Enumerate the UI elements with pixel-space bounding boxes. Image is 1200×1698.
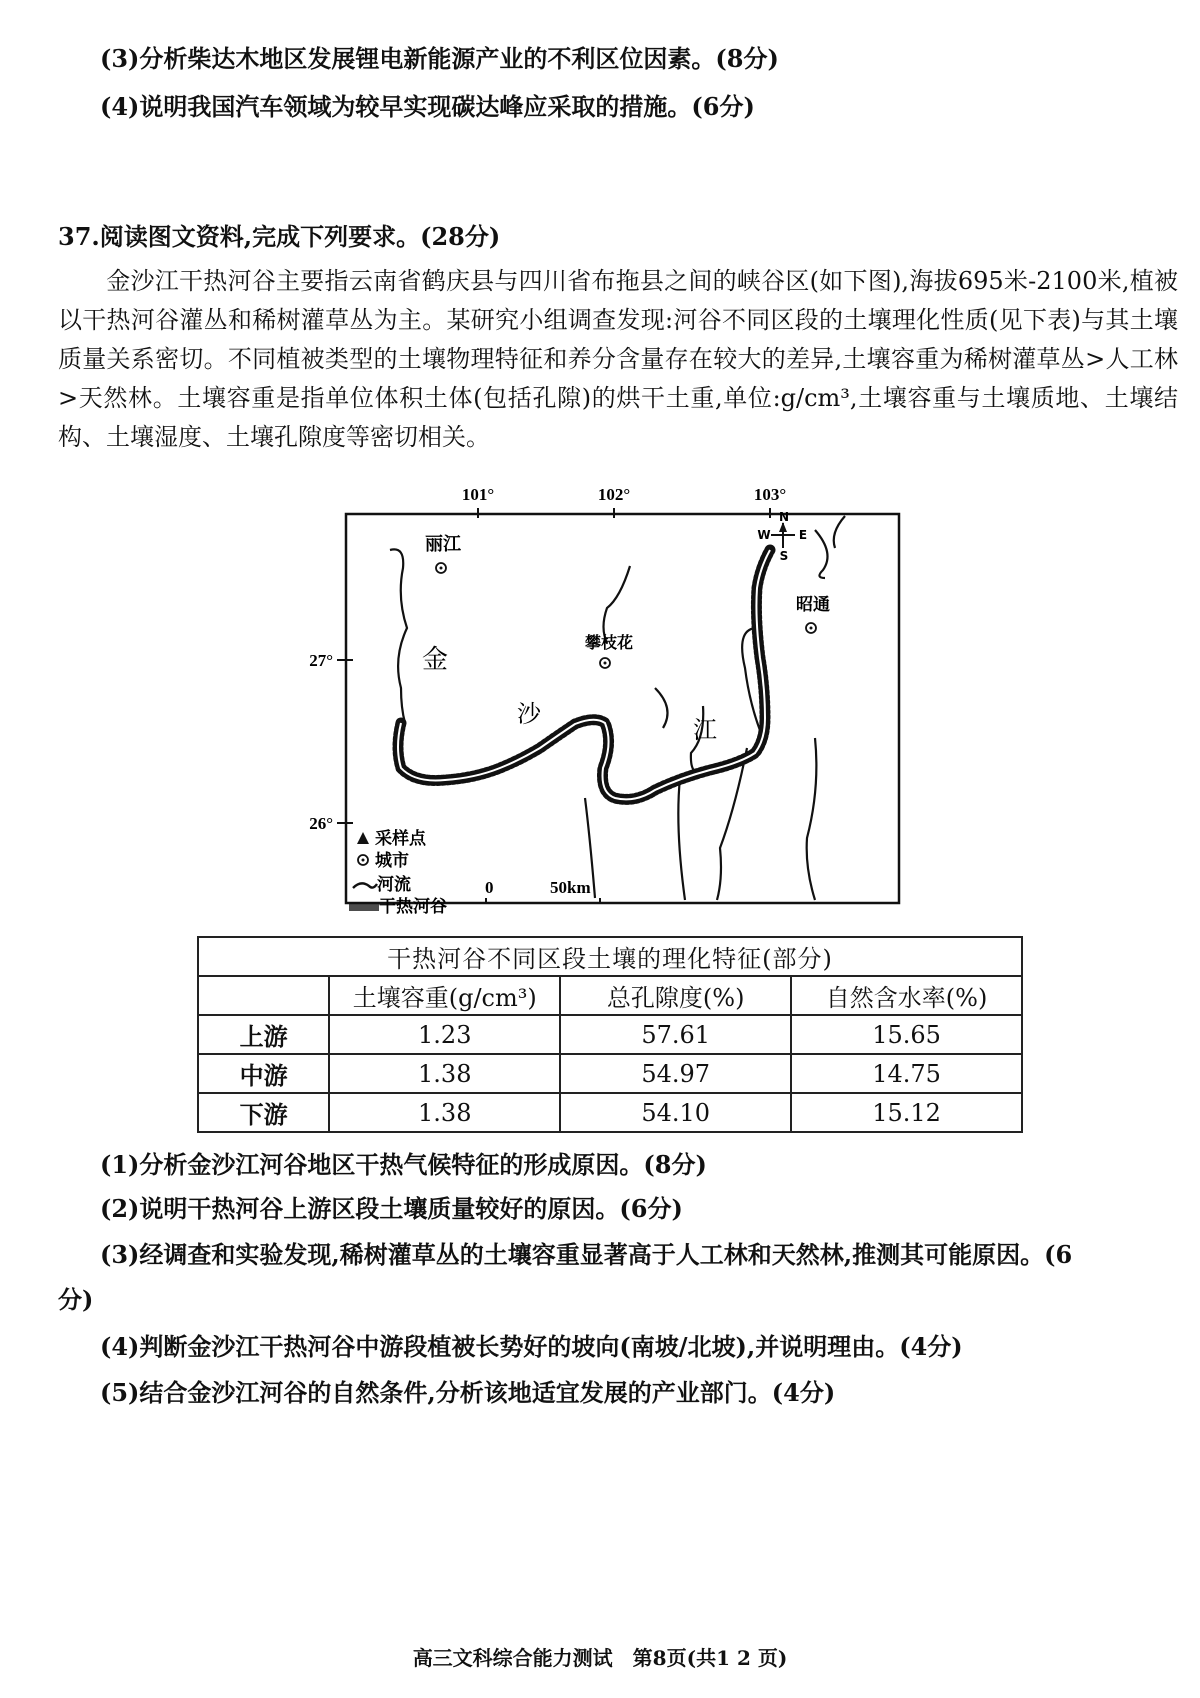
svg-text:河流: 河流 <box>377 875 411 895</box>
subquestion-4: (4)判断金沙江干热河谷中游段植被长势好的坡向(南坡/北坡),并说明理由。(4分) <box>100 1332 963 1361</box>
prev-question-4: (4)说明我国汽车领域为较早实现碳达峰应采取的措施。(6分) <box>100 92 755 121</box>
table-header-cell: 土壤容重(g/cm³) <box>329 976 560 1015</box>
svg-text:N: N <box>778 510 790 524</box>
lat-label-26: 26° <box>309 814 333 833</box>
svg-text:S: S <box>779 549 789 563</box>
question-37-intro <box>58 262 1178 457</box>
table-title: 干热河谷不同区段土壤的理化特征(部分) <box>198 937 1022 976</box>
table-header-row <box>198 976 1022 1015</box>
valley-icon <box>349 902 379 911</box>
map-frame <box>346 514 899 903</box>
svg-text:50km: 50km <box>550 878 591 897</box>
svg-text:E: E <box>798 528 808 542</box>
svg-text:采样点: 采样点 <box>375 829 426 849</box>
river-char-sha: 沙 <box>517 700 541 728</box>
subquestion-1: (1)分析金沙江河谷地区干热气候特征的形成原因。(8分) <box>100 1150 707 1179</box>
lon-label-103: 103° <box>753 485 787 504</box>
subquestion-2: (2)说明干热河谷上游区段土壤质量较好的原因。(6分) <box>100 1194 683 1223</box>
svg-text:干热河谷: 干热河谷 <box>379 897 447 917</box>
lon-label-102: 102° <box>597 485 631 504</box>
prev-question-3: (3)分析柴达木地区发展锂电新能源产业的不利区位因素。(8分) <box>100 44 779 73</box>
svg-text:丽江: 丽江 <box>425 534 461 555</box>
page-footer: 高三文科综合能力测试 第8页(共1 2 页) <box>412 1646 788 1670</box>
subquestion-3-continued: 分) <box>58 1285 94 1314</box>
svg-text:0: 0 <box>485 878 494 897</box>
svg-text:昭通: 昭通 <box>796 595 830 615</box>
table-row: 中游 1.38 54.97 14.75 <box>198 1054 1022 1093</box>
table-header-cell: 自然含水率(%) <box>791 976 1022 1015</box>
river-char-jin: 金 <box>421 645 449 675</box>
lon-label-101: 101° <box>461 485 495 504</box>
soil-properties-table <box>197 936 1023 1133</box>
subquestion-3: (3)经调查和实验发现,稀树灌草丛的土壤容重显著高于人工林和天然林,推测其可能原因。(6 <box>100 1240 1073 1269</box>
table-row: 下游 1.38 54.10 15.12 <box>198 1093 1022 1132</box>
jinsha-river-map <box>309 485 905 917</box>
table-header-cell <box>198 976 329 1015</box>
subquestion-5: (5)结合金沙江河谷的自然条件,分析该地适宜发展的产业部门。(4分) <box>100 1378 836 1407</box>
svg-text:W: W <box>757 528 771 542</box>
svg-text:攀枝花: 攀枝花 <box>584 633 634 652</box>
lat-label-27: 27° <box>309 651 333 670</box>
table-header-cell: 总孔隙度(%) <box>560 976 791 1015</box>
intro-text: 金沙江干热河谷主要指云南省鹤庆县与四川省布拖县之间的峡谷区(如下图),海拔695米-2100米,植被以干热河谷灌丛和稀树灌草丛为主。某研究小组调查发现:河谷不同区段的土壤理化性质(见下表)与其土壤质量关系密切。不同植被类型的土壤物理特征和养分含量存在较大的差异,土壤容重为稀树灌草丛>人工林>天然林。土壤容重是指单位体积土体(包括孔隙)的烘干土重,单位:g/cm³,土壤容重与土壤质地、土壤结构、土壤湿度、土壤孔隙度等密切相关。 <box>58 267 1178 451</box>
river-char-jiang: 江 <box>693 716 717 744</box>
table-row: 上游 1.23 57.61 15.65 <box>198 1015 1022 1054</box>
question-37-heading: 37.阅读图文资料,完成下列要求。(28分) <box>58 222 501 251</box>
svg-text:城市: 城市 <box>375 851 409 871</box>
